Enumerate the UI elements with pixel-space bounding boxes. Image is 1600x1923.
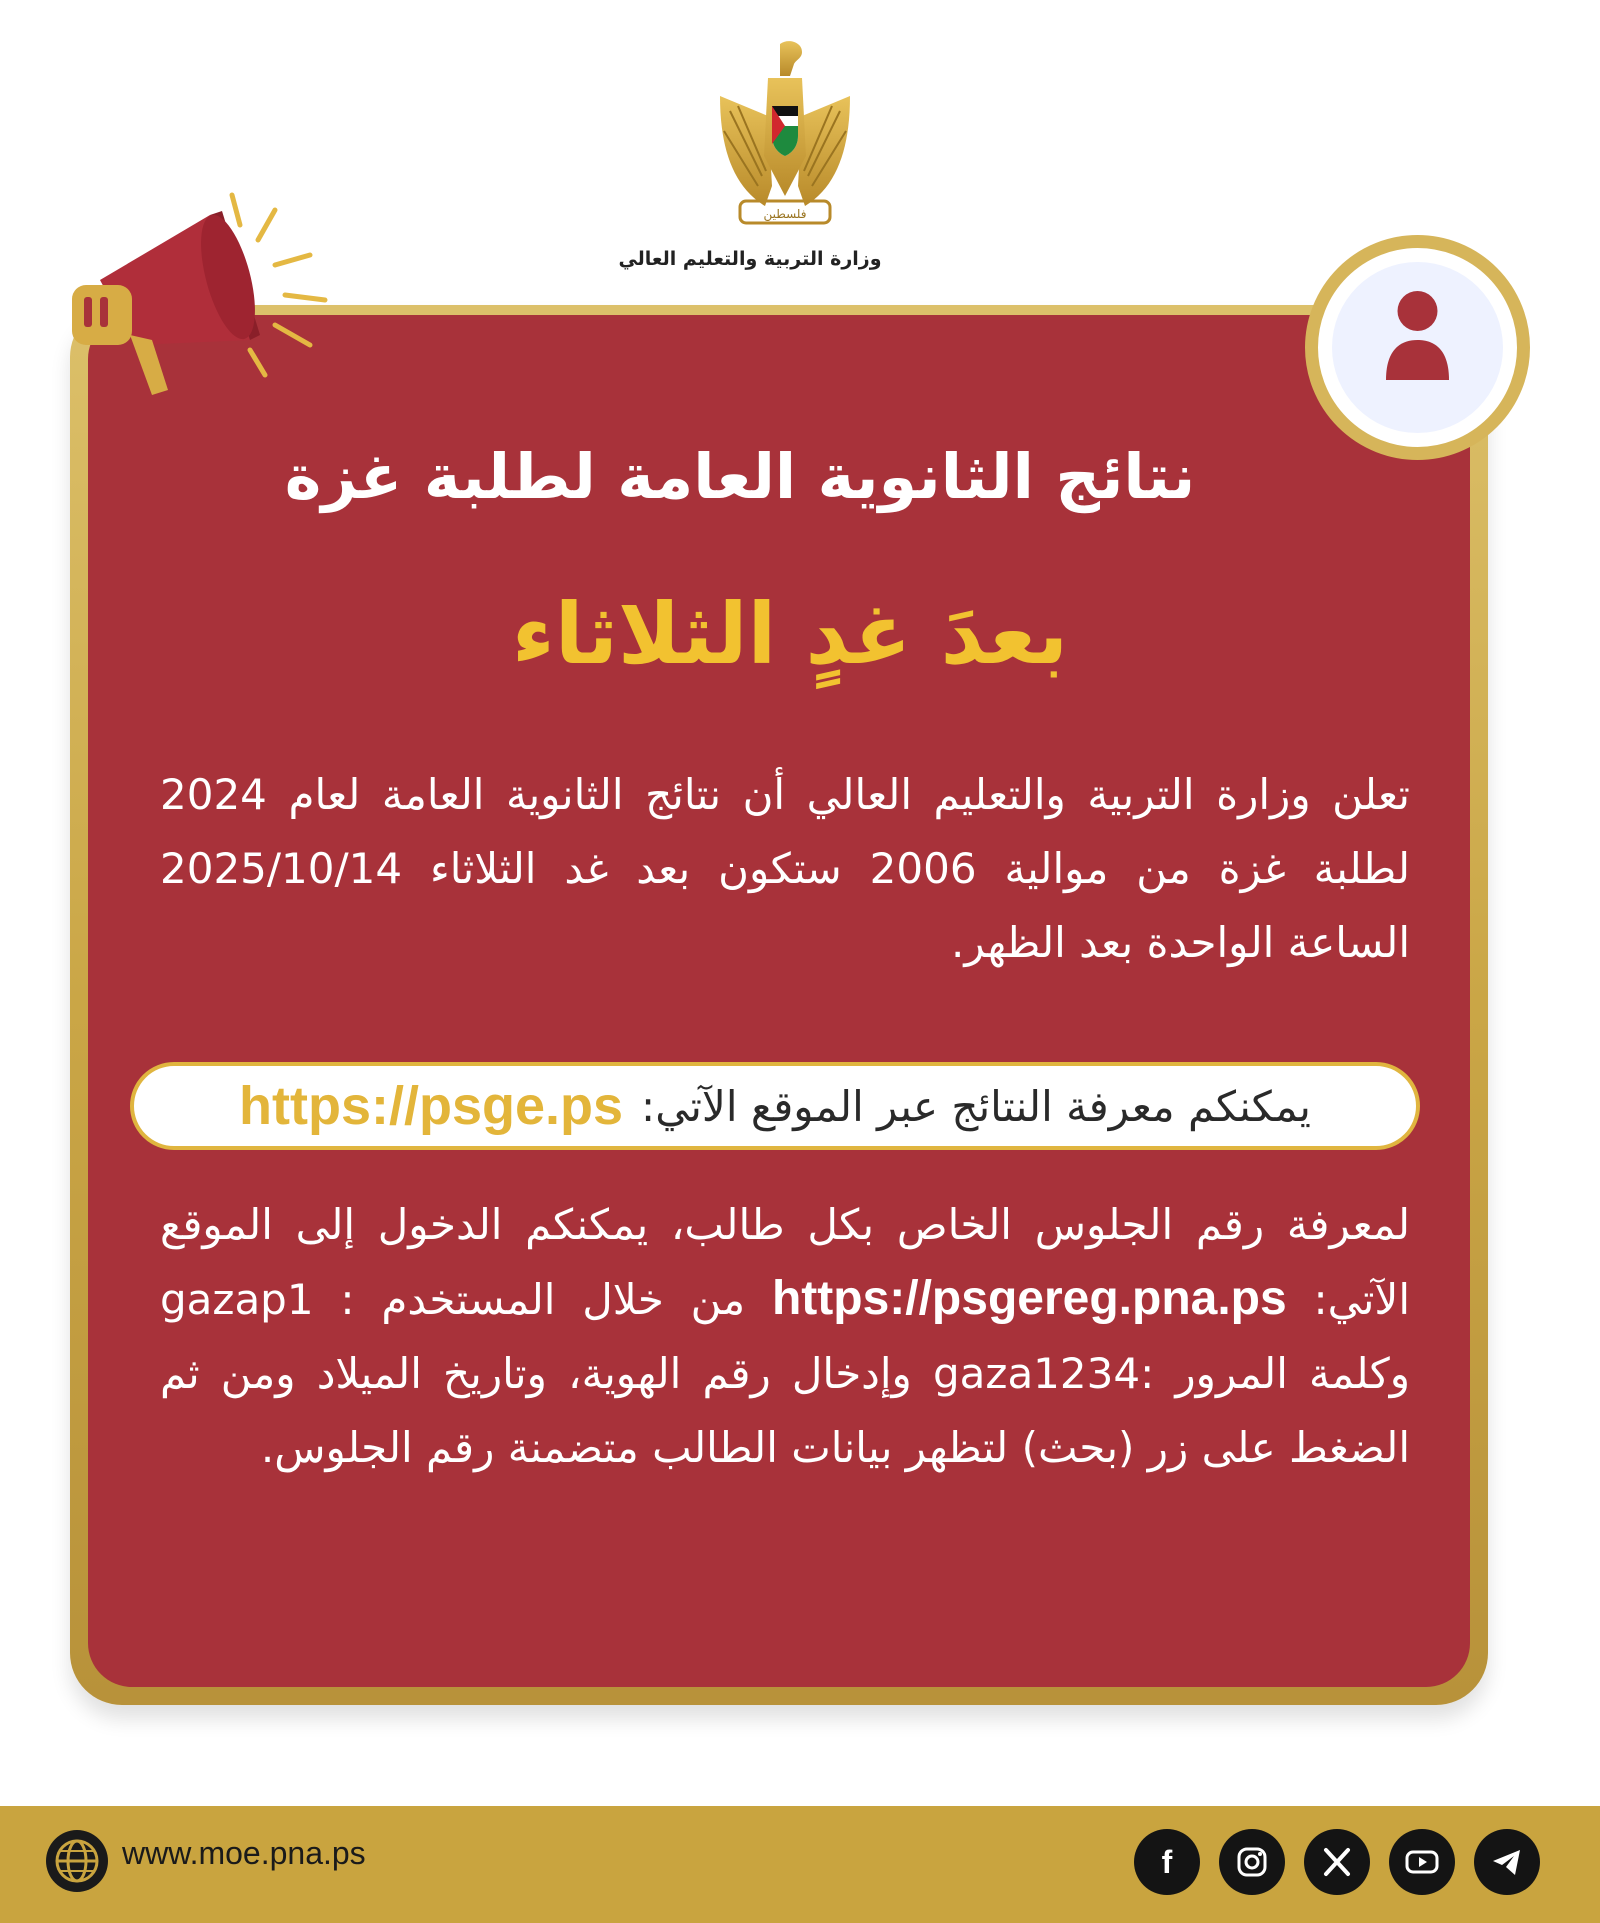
seat-info-part1: لمعرفة رقم الجلوس الخاص بكل طالب، يمكنكم الدخول إلى الموقع الآتي: (160, 1200, 1410, 1324)
svg-text:فلسطين: فلسطين (763, 207, 807, 221)
announcement-text: تعلن وزارة التربية والتعليم العالي أن نتائج الثانوية العامة لعام 2024 لطلبة غزة من موالية 2006 ستكون بعد غد الثلاثاء 2025/10/14 الساعة الواحدة بعد الظهر. (160, 770, 1411, 967)
globe-icon (46, 1830, 108, 1892)
instagram-icon[interactable] (1219, 1829, 1285, 1895)
results-url-link[interactable]: https://psge.ps (239, 1076, 624, 1136)
headline-subtitle: بعدَ غدٍ الثلاثاء (511, 585, 1069, 683)
registration-url-link[interactable]: https://psgereg.pna.ps (771, 1272, 1287, 1325)
results-link-box (130, 1062, 1420, 1150)
ministry-name: وزارة التربية والتعليم العالي (618, 248, 882, 270)
seat-info-part2: من خلال المستخدم : gazap1 وكلمة المرور :gaza1234 وإدخال رقم الهوية، وتاريخ الميلاد ومن ثم الضغط على زر (بحث) لتظهر بيانات الطالب متضمنة رقم الجلوس. (160, 1275, 1410, 1472)
facebook-icon[interactable] (1134, 1829, 1200, 1895)
seat-number-info (160, 1188, 1410, 1485)
telegram-icon[interactable] (1474, 1829, 1540, 1895)
youtube-icon[interactable] (1389, 1829, 1455, 1895)
svg-text:f: f (1161, 1844, 1173, 1880)
megaphone-icon (60, 185, 340, 415)
palestine-eagle-emblem (710, 36, 860, 236)
x-icon[interactable] (1304, 1829, 1370, 1895)
person-icon (1380, 285, 1455, 385)
headline-title: نتائج الثانوية العامة لطلبة غزة (284, 440, 1196, 513)
results-link-label: يمكنكم معرفة النتائج عبر الموقع الآتي: (641, 1081, 1311, 1131)
website-link[interactable]: www.moe.pna.ps (122, 1835, 366, 1871)
